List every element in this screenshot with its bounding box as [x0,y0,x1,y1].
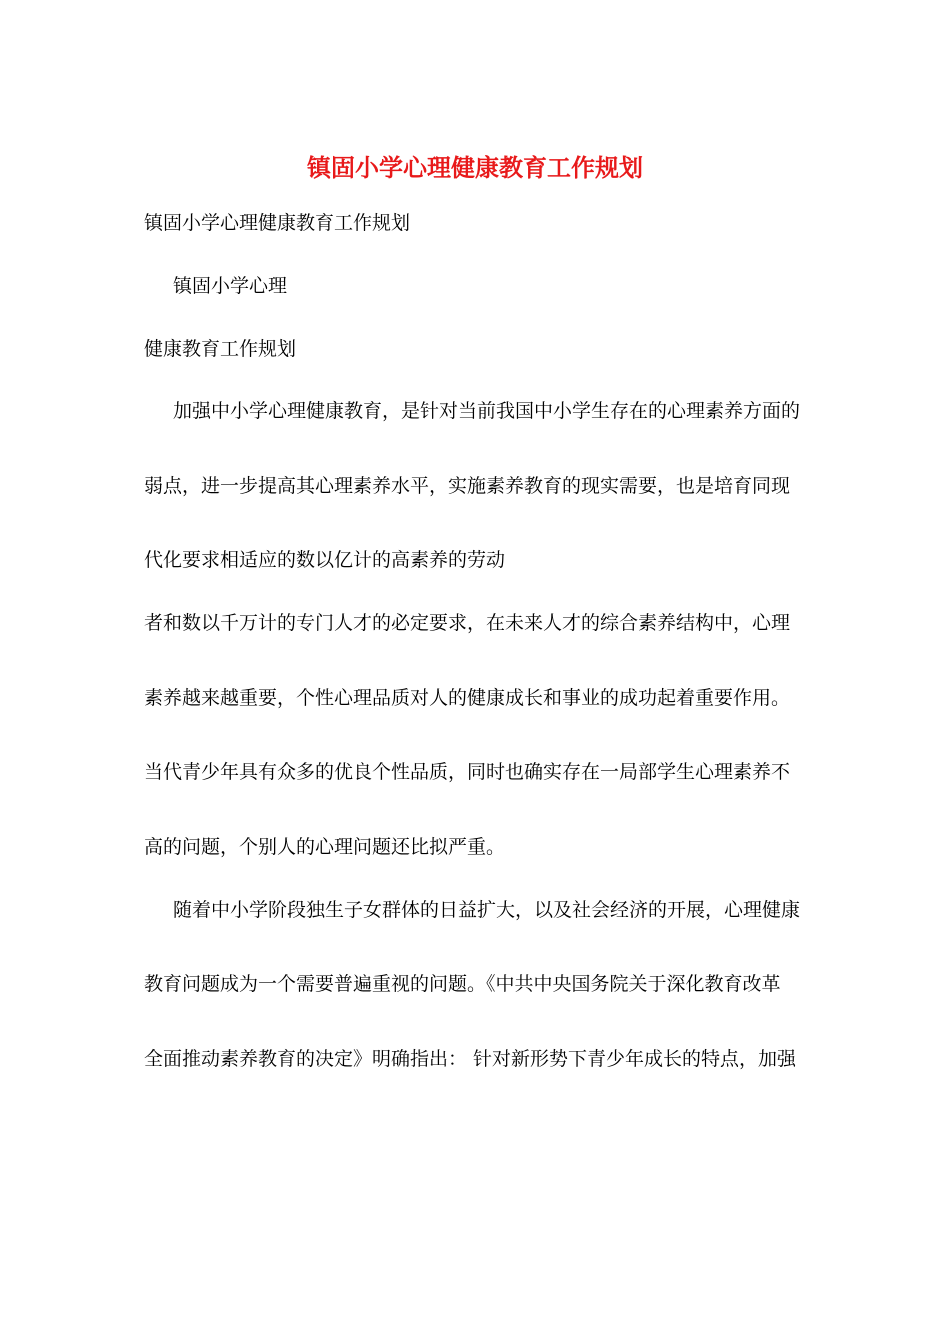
text-line: 健康教育工作规划 [144,338,297,360]
text-line: 教育问题成为一个需要普遍重视的问题。《中共中央国务院关于深化教育改革 [144,973,781,995]
text-line: 者和数以千万计的专门人才的必定要求，在未来人才的综合素养结构中，心理 [144,612,791,634]
text-line: 加强中小学心理健康教育，是针对当前我国中小学生存在的心理素养方面的 [173,400,801,422]
text-line: 代化要求相适应的数以亿计的高素养的劳动 [144,549,506,571]
text-line: 镇固小学心理健康教育工作规划 [144,212,411,234]
text-line: 当代青少年具有众多的优良个性品质，同时也确实存在一局部学生心理素养不 [144,761,791,783]
document-title: 镇固小学心理健康教育工作规划 [307,153,643,182]
text-line: 素养越来越重要，个性心理品质对人的健康成长和事业的成功起着重要作用。 [144,687,791,709]
text-line: 高的问题，个别人的心理问题还比拟严重。 [144,836,506,858]
text-line: 镇固小学心理 [173,275,288,297]
text-line: 全面推动素养教育的决定》明确指出： 针对新形势下青少年成长的特点，加强 [144,1048,797,1070]
text-line: 弱点，进一步提高其心理素养水平，实施素养教育的现实需要，也是培育同现 [144,475,791,497]
text-line: 随着中小学阶段独生子女群体的日益扩大，以及社会经济的开展，心理健康 [173,899,801,921]
